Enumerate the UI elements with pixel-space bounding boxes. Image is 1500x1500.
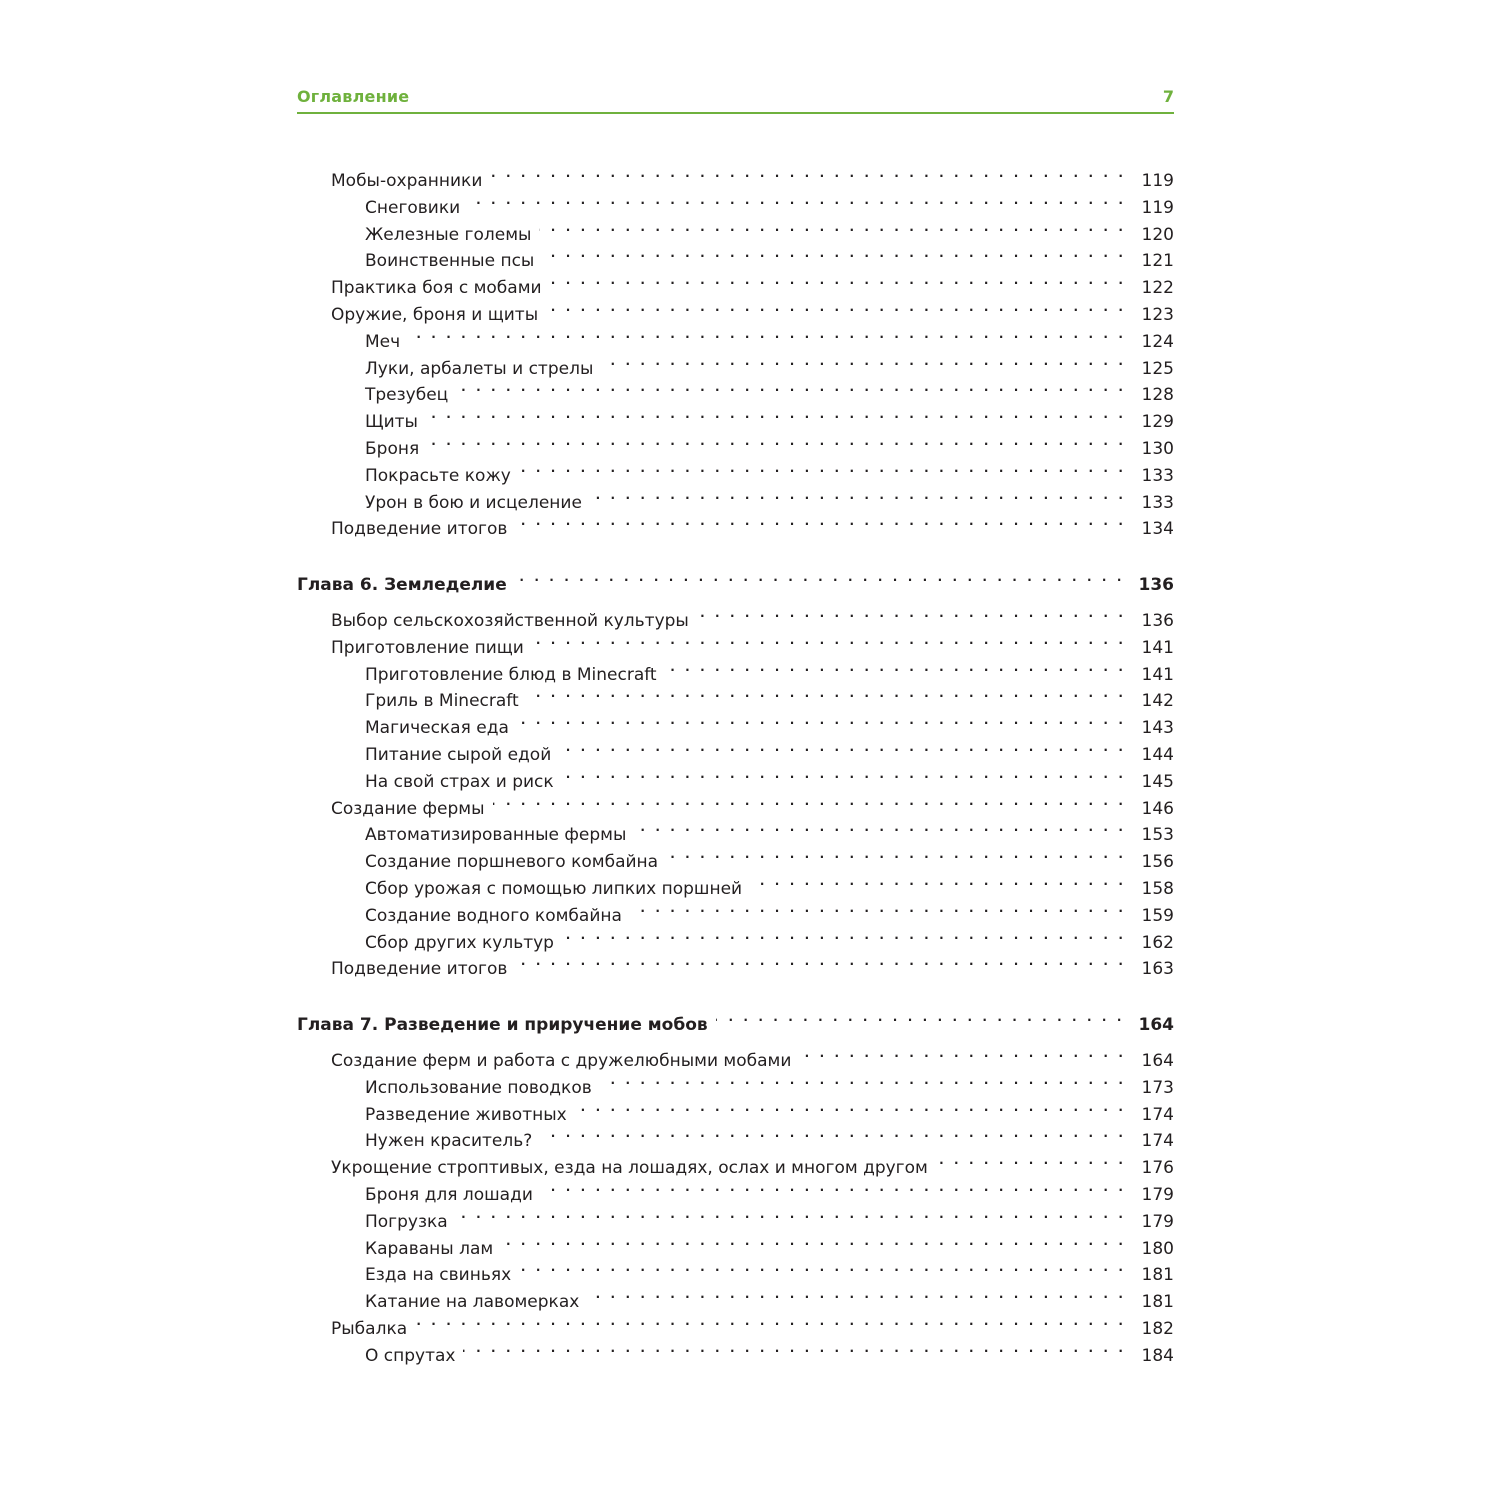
toc-entry-title: Погрузка: [365, 1211, 448, 1232]
toc-entry-title: Сбор других культур: [365, 932, 554, 953]
dot-leader: [519, 1254, 1126, 1280]
toc-entry-page: 119: [1141, 171, 1174, 191]
toc-entry-page: 144: [1141, 745, 1174, 765]
toc-entry: [297, 1147, 1174, 1179]
toc-entry: [297, 1120, 1174, 1152]
dot-leader: [634, 814, 1126, 840]
dot-leader: [559, 734, 1126, 760]
toc-entry: [297, 600, 1174, 631]
toc-entry: [297, 1335, 1174, 1366]
toc-entry-title: Приготовление блюд в Minecraft: [365, 664, 657, 685]
dot-leader: [665, 654, 1126, 680]
dot-leader: [666, 841, 1126, 867]
toc-entry: [297, 654, 1174, 685]
toc-entry: [297, 1308, 1174, 1339]
toc-entry-title: Создание поршневого комбайна: [365, 852, 659, 873]
toc-entry: [297, 214, 1174, 245]
toc-entry: [297, 482, 1174, 513]
toc-entry-page: 159: [1141, 905, 1174, 926]
toc-entry: [297, 788, 1174, 819]
table-of-contents: [297, 0, 1174, 1500]
toc-entry-page: 164: [1141, 1051, 1174, 1071]
toc-entry: [297, 707, 1174, 739]
toc-entry-page: 173: [1141, 1077, 1174, 1098]
toc-entry-page: 125: [1141, 358, 1174, 379]
toc-entry: [297, 868, 1174, 899]
toc-entry: [297, 922, 1174, 953]
toc-entry: [297, 240, 1174, 272]
dot-leader: [936, 1147, 1126, 1173]
dot-leader: [501, 1228, 1126, 1254]
dot-leader: [515, 564, 1125, 590]
dot-leader: [415, 1308, 1126, 1334]
toc-entry-page: 143: [1141, 718, 1174, 739]
dot-leader: [426, 401, 1126, 427]
dot-leader: [541, 1174, 1126, 1200]
toc-entry: [297, 814, 1174, 846]
toc-entry-title: Использование поводков: [365, 1077, 592, 1098]
toc-entry-page: 179: [1141, 1185, 1174, 1205]
header-page-number: 7: [1162, 87, 1174, 106]
toc-entry-page: 176: [1141, 1158, 1174, 1179]
dot-leader: [562, 761, 1126, 787]
toc-entry-title: Глава 6. Земледелие: [297, 575, 507, 596]
toc-entry-page: 145: [1141, 771, 1174, 792]
dot-leader: [408, 321, 1126, 347]
toc-entry-title: Железные големы: [365, 224, 532, 245]
toc-entry-page: 179: [1141, 1211, 1174, 1232]
toc-entry: [297, 267, 1174, 299]
toc-entry-title: Воинственные псы: [365, 251, 535, 272]
toc-chapter-entry: [297, 1004, 1174, 1036]
toc-entry-page: 180: [1141, 1238, 1174, 1259]
toc-entry: [297, 948, 1174, 980]
toc-entry-title: Мобы-охранники: [331, 171, 483, 191]
toc-entry: [297, 1094, 1174, 1125]
toc-entry-page: 142: [1141, 691, 1174, 712]
toc-entry-title: Езда на свиньях: [365, 1265, 512, 1286]
dot-leader: [587, 1281, 1126, 1307]
dot-leader: [562, 922, 1126, 948]
toc-entry-title: Броня для лошади: [365, 1185, 533, 1205]
toc-entry-page: 174: [1141, 1131, 1174, 1152]
toc-entry-page: 129: [1141, 412, 1174, 433]
toc-entry-page: 156: [1141, 852, 1174, 873]
toc-entry-title: Луки, арбалеты и стрелы: [365, 358, 594, 379]
toc-entry-title: Подведение итогов: [331, 519, 508, 540]
toc-entry: [297, 1201, 1174, 1232]
toc-entry-title: Гриль в Minecraft: [365, 691, 519, 712]
toc-entry-page: 174: [1141, 1104, 1174, 1125]
toc-entry: [297, 428, 1174, 459]
toc-entry-title: Выбор сельскохозяйственной культуры: [331, 611, 689, 631]
toc-entry-title: Магическая еда: [365, 718, 509, 739]
toc-entry: [297, 1281, 1174, 1313]
dot-leader: [697, 600, 1126, 626]
toc-entry-title: Броня: [365, 439, 420, 459]
toc-entry: [297, 294, 1174, 325]
toc-entry: [297, 1254, 1174, 1286]
toc-entry: [297, 1040, 1174, 1071]
toc-entry-title: Питание сырой едой: [365, 745, 552, 765]
toc-entry-page: 181: [1141, 1265, 1174, 1286]
toc-entry-page: 130: [1141, 439, 1174, 459]
dot-leader: [468, 187, 1126, 213]
dot-leader: [493, 788, 1126, 814]
toc-entry-title: Трезубец: [365, 385, 449, 406]
dot-leader: [540, 1120, 1126, 1146]
toc-entry-page: 136: [1138, 575, 1174, 596]
toc-entry-title: Глава 7. Разведение и приручение мобов: [297, 1015, 708, 1036]
toc-entry-title: Рыбалка: [331, 1319, 408, 1339]
toc-entry-title: Караваны лам: [365, 1238, 494, 1259]
toc-entry-page: 121: [1141, 251, 1174, 272]
toc-entry-page: 133: [1141, 492, 1174, 513]
toc-entry-page: 134: [1141, 519, 1174, 540]
toc-entry-title: Меч: [365, 331, 401, 352]
toc-entry-title: Сбор урожая с помощью липких поршней: [365, 879, 743, 899]
toc-entry-page: 124: [1141, 331, 1174, 352]
toc-entry-page: 141: [1141, 637, 1174, 658]
toc-entry-page: 136: [1141, 611, 1174, 631]
toc-entry-title: Приготовление пищи: [331, 637, 524, 658]
toc-entry-title: Щиты: [365, 412, 418, 433]
toc-entry: [297, 1174, 1174, 1205]
toc-entry: [297, 401, 1174, 433]
toc-entry-page: 184: [1141, 1345, 1174, 1366]
toc-entry: [297, 187, 1174, 218]
toc-entry-title: Нужен краситель?: [365, 1131, 533, 1152]
toc-entry-page: 120: [1141, 224, 1174, 245]
dot-leader: [527, 680, 1126, 706]
toc-entry: [297, 680, 1174, 712]
toc-entry-title: Снеговики: [365, 197, 461, 218]
toc-entry: [297, 895, 1174, 926]
toc-entry-title: Урон в бою и исцеление: [365, 492, 582, 513]
toc-entry-page: 119: [1141, 197, 1174, 218]
dot-leader: [519, 455, 1126, 481]
toc-entry: [297, 841, 1174, 873]
dot-leader: [515, 948, 1126, 974]
toc-entry-title: Практика боя с мобами: [331, 278, 542, 299]
toc-entry: [297, 321, 1174, 352]
toc-entry-page: 141: [1141, 664, 1174, 685]
toc-entry-title: Покрасьте кожу: [365, 465, 511, 486]
toc-entry: [297, 160, 1174, 191]
toc-entry: [297, 1067, 1174, 1098]
toc-entry-title: Разведение животных: [365, 1104, 567, 1125]
toc-entry: [297, 374, 1174, 406]
header-title: Оглавление: [297, 87, 410, 106]
toc-entry-page: 146: [1141, 798, 1174, 819]
toc-entry: [297, 348, 1174, 379]
toc-entry-page: 181: [1141, 1292, 1174, 1313]
dot-leader: [427, 428, 1126, 454]
dot-leader: [716, 1004, 1125, 1030]
dot-leader: [550, 267, 1126, 293]
dot-leader: [532, 627, 1126, 653]
toc-entry-page: 153: [1141, 825, 1174, 846]
dot-leader: [456, 374, 1126, 400]
toc-entry-title: Подведение итогов: [331, 959, 508, 980]
dot-leader: [630, 895, 1126, 921]
toc-entry-page: 162: [1141, 932, 1174, 953]
toc-entry-page: 164: [1138, 1015, 1174, 1036]
toc-entry-title: Укрощение строптивых, езда на лошадях, ослах и многом другом: [331, 1158, 928, 1179]
toc-entry: [297, 455, 1174, 486]
toc-entry-title: Создание ферм и работа с дружелюбными мобами: [331, 1051, 792, 1071]
dot-leader: [490, 160, 1126, 186]
toc-entry-title: Катание на лавомерках: [365, 1292, 580, 1313]
toc-entry-title: На свой страх и риск: [365, 771, 554, 792]
toc-entry-page: 128: [1141, 385, 1174, 406]
toc-entry-title: Оружие, броня и щиты: [331, 305, 539, 325]
dot-leader: [542, 240, 1126, 266]
toc-entry: [297, 627, 1174, 658]
toc-entry-page: 163: [1141, 959, 1174, 980]
toc-entry-page: 123: [1141, 305, 1174, 325]
toc-entry: [297, 508, 1174, 540]
dot-leader: [601, 348, 1126, 374]
dot-leader: [575, 1094, 1126, 1120]
toc-entry: [297, 761, 1174, 792]
dot-leader: [539, 214, 1126, 240]
toc-entry-page: 158: [1141, 879, 1174, 899]
toc-entry-title: Автоматизированные фермы: [365, 825, 627, 846]
dot-leader: [546, 294, 1126, 320]
toc-entry-page: 122: [1141, 278, 1174, 299]
dot-leader: [515, 508, 1126, 534]
toc-entry: [297, 1228, 1174, 1259]
dot-leader: [590, 482, 1126, 508]
dot-leader: [517, 707, 1126, 733]
toc-entry-page: 182: [1141, 1319, 1174, 1339]
dot-leader: [799, 1040, 1126, 1066]
dot-leader: [456, 1201, 1126, 1227]
toc-chapter-entry: [297, 564, 1174, 596]
toc-entry-title: О спрутах: [365, 1345, 456, 1366]
toc-entry: [297, 734, 1174, 765]
toc-entry-title: Создание водного комбайна: [365, 905, 622, 926]
dot-leader: [600, 1067, 1126, 1093]
dot-leader: [463, 1335, 1126, 1361]
toc-entry-title: Создание фермы: [331, 798, 485, 819]
toc-entry-page: 133: [1141, 465, 1174, 486]
dot-leader: [750, 868, 1126, 894]
